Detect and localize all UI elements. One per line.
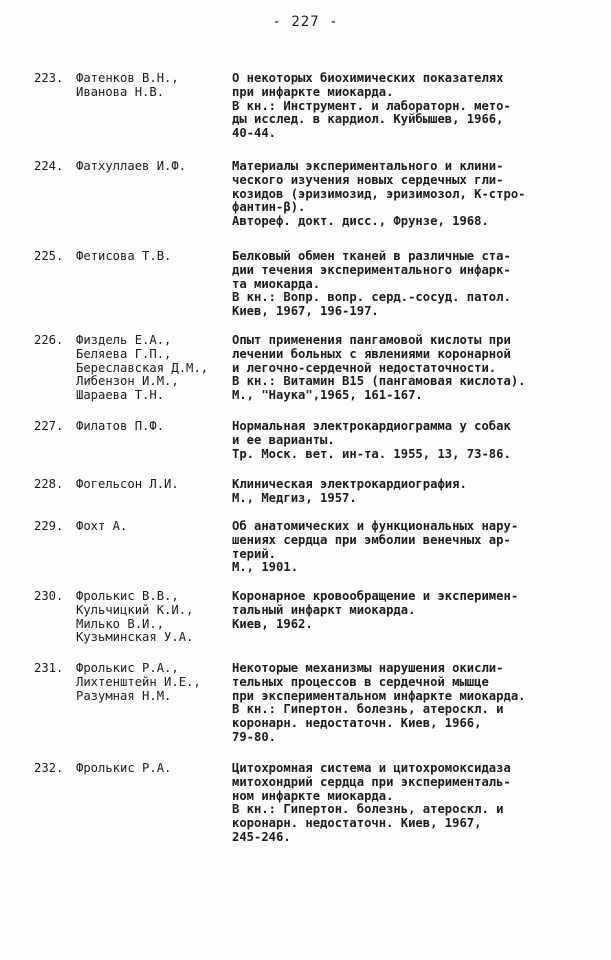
entry-citation	[232, 590, 594, 631]
entry-number: 227.	[34, 419, 64, 433]
author: Фролькис Р.А.,	[76, 661, 179, 675]
citation-line: и ее варианты.	[232, 432, 335, 447]
author: Разумная Н.М.	[76, 688, 172, 703]
author: Кульчицкий К.И.,	[76, 602, 194, 617]
citation-line: В кн.: Гипертон. болезнь, атероскл. и	[232, 802, 504, 817]
entry-citation	[232, 420, 594, 461]
citation-line: М., "Наука",1965, 161-167.	[232, 388, 423, 403]
entry-number: 231.	[34, 661, 64, 675]
entry-authors	[76, 662, 246, 703]
author: Фогельсон Л.И.	[76, 477, 179, 491]
entry-authors	[76, 250, 246, 264]
citation-line: Тр. Моск. вет. ин-та. 1955, 13, 73-86.	[232, 446, 511, 461]
entry-citation	[232, 334, 594, 403]
author: Фатхуллаев И.Ф.	[76, 159, 187, 173]
citation-line: Нормальная электрокардиограмма у собак	[232, 419, 511, 433]
citation-line: Об анатомических и функциональных нару-	[232, 519, 519, 533]
citation-line: 79-80.	[232, 729, 277, 744]
author: Фролькис В.В.,	[76, 589, 179, 603]
entry-authors	[76, 478, 246, 492]
citation-line: Белковый обмен тканей в различные ста-	[232, 249, 511, 263]
citation-line: коронарн. недостаточн. Киев, 1966,	[232, 716, 482, 731]
citation-line: фантин-β).	[232, 200, 306, 215]
author: Фатенков В.Н.,	[76, 71, 179, 85]
entry-authors	[76, 762, 246, 776]
citation-line: Некоторые механизмы нарушения окисли-	[232, 661, 504, 675]
author: Беляева Г.П.,	[76, 346, 172, 361]
entry-authors	[76, 590, 246, 645]
citation-line: при инфаркте миокарда.	[232, 84, 394, 99]
page-number: - 227 -	[272, 14, 339, 30]
author: Иванова Н.В.	[76, 84, 165, 99]
citation-line: Киев, 1962.	[232, 616, 313, 631]
entry-number: 230.	[34, 589, 64, 603]
citation-line: дии течения экспериментального инфарк-	[232, 262, 511, 277]
entry-number: 225.	[34, 249, 64, 263]
citation-line: лечении больных с явлениями коронарной	[232, 346, 511, 361]
citation-line: Цитохромная система и цитохромоксидаза	[232, 761, 511, 775]
citation-line: митохондрий сердца при эксперименталь-	[232, 774, 511, 789]
entry-number: 226.	[34, 333, 64, 347]
entry-citation	[232, 662, 594, 745]
citation-line: Автореф. докт. дисс., Фрунзе, 1968.	[232, 214, 489, 229]
author: Физдель Е.А.,	[76, 333, 172, 347]
entry-citation	[232, 762, 594, 845]
author: Береславская Д.М.,	[76, 360, 209, 375]
entry-citation	[232, 160, 594, 229]
citation-line: О некоторых биохимических показателях	[232, 71, 504, 85]
citation-line: тельных процессов в сердечной мышце	[232, 674, 489, 689]
citation-line: та миокарда.	[232, 276, 321, 291]
citation-line: ческого изучения новых сердечных гли-	[232, 172, 504, 187]
entry-citation	[232, 520, 594, 575]
entry-authors	[76, 72, 246, 100]
citation-line: Коронарное кровообращение и эксперимен-	[232, 589, 519, 603]
citation-line: ном инфаркте миокарда.	[232, 788, 394, 803]
author: Милько В.И.,	[76, 616, 165, 631]
citation-line: козидов (эризимозид, эризимозол, К-стро-	[232, 186, 526, 201]
citation-line: терий.	[232, 546, 277, 561]
entry-citation	[232, 250, 594, 319]
entry-number: 229.	[34, 519, 64, 533]
author: Фролькис Р.А.	[76, 761, 172, 775]
citation-line: Материалы экспериментального и клини-	[232, 159, 504, 173]
author: Фохт А.	[76, 519, 128, 533]
citation-line: М., Медгиз, 1957.	[232, 490, 357, 505]
citation-line: Киев, 1967, 196-197.	[232, 304, 379, 319]
entry-citation	[232, 478, 594, 506]
citation-line: при экспериментальном инфаркте миокарда.	[232, 688, 526, 703]
entry-authors	[76, 334, 246, 403]
entry-number: 228.	[34, 477, 64, 491]
citation-line: В кн.: Инструмент. и лабораторн. мето-	[232, 98, 511, 113]
author: Филатов П.Ф.	[76, 419, 165, 433]
author: Кузьминская У.А.	[76, 630, 194, 645]
citation-line: коронарн. недостаточн. Киев, 1967,	[232, 816, 482, 831]
citation-line: Опыт применения пангамовой кислоты при	[232, 333, 511, 347]
citation-line: и легочно-сердечной недостаточности.	[232, 360, 497, 375]
author: Шараева Т.Н.	[76, 388, 165, 403]
citation-line: В кн.: Витамин B15 (пангамовая кислота).	[232, 374, 526, 389]
author: Либензон И.М.,	[76, 374, 179, 389]
citation-line: 40-44.	[232, 126, 277, 141]
citation-line: шениях сердца при эмболии венечных ар-	[232, 532, 511, 547]
entry-number: 223.	[34, 71, 64, 85]
citation-line: 245-246.	[232, 829, 291, 844]
citation-line: М., 1901.	[232, 560, 299, 575]
author: Лихтенштейн И.Е.,	[76, 674, 201, 689]
entry-number: 232.	[34, 761, 64, 775]
author: Фетисова Т.В.	[76, 249, 172, 263]
citation-line: В кн.: Вопр. вопр. серд.-сосуд. патол.	[232, 290, 511, 305]
citation-line: тальный инфаркт миокарда.	[232, 602, 416, 617]
entry-citation	[232, 72, 594, 141]
entry-authors	[76, 420, 246, 434]
citation-line: В кн.: Гипертон. болезнь, атероскл. и	[232, 702, 504, 717]
citation-line: ды исслед. в кардиол. Куйбышев, 1966,	[232, 112, 504, 127]
entry-authors	[76, 160, 246, 174]
entry-number: 224.	[34, 159, 64, 173]
entry-authors	[76, 520, 246, 534]
citation-line: Клиническая электрокардиография.	[232, 477, 467, 491]
